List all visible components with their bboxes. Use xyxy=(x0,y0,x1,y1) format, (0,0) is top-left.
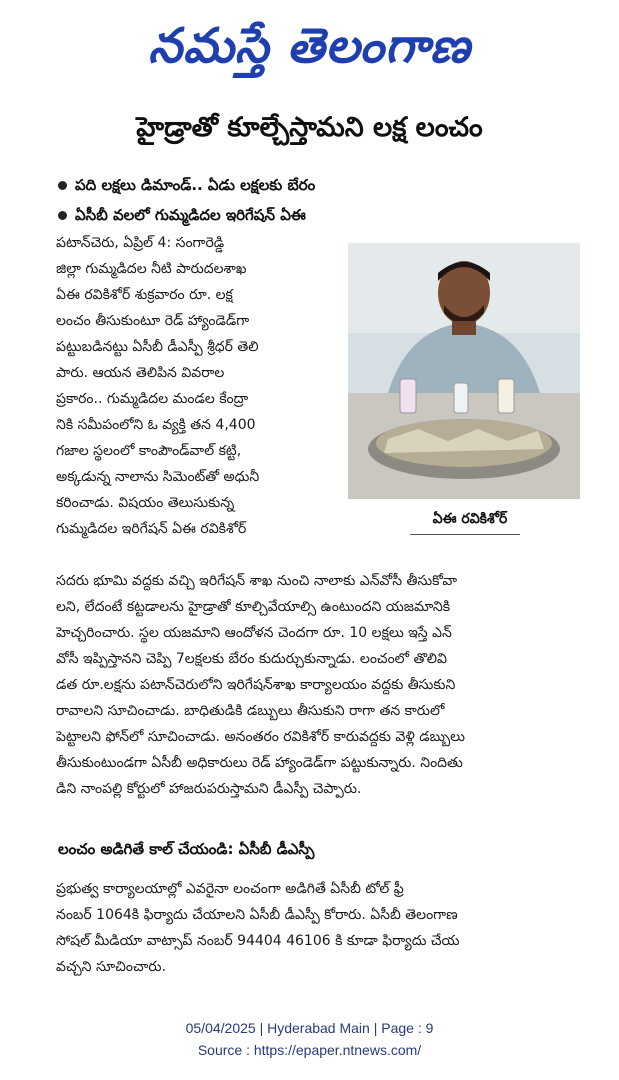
text-line: తీసుకుంటుండగా ఏసీబీ అధికారులు రెడ్ హ్యాండెడ్‌గా పట్టుకున్నారు. నిందితు xyxy=(56,755,463,771)
photo-caption: ఏఈ రవికిశోర్ xyxy=(432,511,508,527)
bullet-icon xyxy=(58,211,67,220)
text-line: వోసీ ఇప్పిస్తానని చెప్పి 7లక్షలకు బేరం కుదుర్చుకున్నాడు. లంచంలో తొలివి xyxy=(56,651,447,667)
bullet-icon xyxy=(58,181,67,190)
bullet-item xyxy=(58,170,598,200)
text-line: లంచం తీసుకుంటూ రెడ్ హ్యాండెడ్‌గా xyxy=(56,313,250,329)
intro-column xyxy=(56,230,338,542)
photo-illustration xyxy=(348,243,580,499)
caption-divider xyxy=(410,534,520,535)
footer-edition: 05/04/2025 | Hyderabad Main | Page : 9 xyxy=(185,1020,434,1036)
bullet-list xyxy=(58,170,598,230)
bullet-text: పది లక్షలు డిమాండ్.. ఏడు లక్షలకు బేరం xyxy=(75,176,316,194)
text-line: వచ్చని సూచించారు. xyxy=(56,959,166,975)
text-line: పట్టుబడినట్టు ఏసీబీ డీఎస్పీ శ్రీధర్ తెలి xyxy=(56,339,259,355)
closing-column xyxy=(56,876,570,980)
text-line: జిల్లా గుమ్మడిదల నీటి పారుదలశాఖ xyxy=(56,261,247,277)
text-line: సోషల్ మీడియా వాట్సాప్ నంబర్ 94404 46106 కి కూడా ఫిర్యాదు చేయ xyxy=(56,933,460,949)
article-headline: హైడ్రాతో కూల్చేస్తామని లక్ష లంచం xyxy=(136,112,483,143)
text-line: పటాన్‌చెరు, ఏప్రిల్ 4: సంగారెడ్డి xyxy=(56,235,225,251)
text-line: సదరు భూమి వద్దకు వచ్చి ఇరిగేషన్ శాఖ నుంచి నాలాకు ఎన్‌వోసీ తీసుకోవా xyxy=(56,573,458,589)
text-line: గజాల స్థలంలో కాంపౌండ్‌వాల్ కట్టి, xyxy=(56,443,242,459)
text-line: డిని నాంపల్లి కోర్టులో హాజరుపరుస్తామని డీఎస్పీ చెప్పారు. xyxy=(56,781,362,797)
text-line: గుమ్మడిదల ఇరిగేషన్ ఏఈ రవికిశోర్ xyxy=(56,521,247,537)
text-line: నికి సమీపంలోని ఓ వ్యక్తి తన 4,400 xyxy=(56,417,256,433)
text-line: ప్రభుత్వ కార్యాలయాల్లో ఎవరైనా లంచంగా అడిగితే ఏసీబీ టోల్ ఫ్రీ xyxy=(56,881,404,897)
text-line: కరించాడు. విషయం తెలుసుకున్న xyxy=(56,495,235,511)
text-line: హెచ్చరించారు. స్థల యజమాని ఆందోళన చెందగా రూ. 10 లక్షలు ఇస్తే ఎన్ xyxy=(56,625,452,641)
text-line: ఏఈ రవికిశోర్ శుక్రవారం రూ. లక్ష xyxy=(56,287,233,303)
text-line: అక్కడున్న నాలాను సిమెంట్‌తో అధునీ xyxy=(56,469,260,485)
bullet-text: ఏసీబీ వలలో గుమ్మడిదల ఇరిగేషన్ ఏఈ xyxy=(75,206,306,224)
article-photo xyxy=(348,243,580,499)
text-line: నంబర్ 1064కి ఫిర్యాదు చేయాలని ఏసీబీ డీఎస్పీ కోరారు. ఏసీబీ తెలంగాణ xyxy=(56,907,458,923)
bullet-item xyxy=(58,200,598,230)
text-line: పెట్టాలని ఫోన్‌లో సూచించాడు. అనంతరం రవికిశోర్ కారువద్దకు వెళ్లి డబ్బులు xyxy=(56,729,465,745)
article-subhead: లంచం అడిగితే కాల్ చేయండి: ఏసీబీ డీఎస్పీ xyxy=(58,840,315,858)
text-line: పారు. ఆయన తెలిపిన వివరాల xyxy=(56,365,225,381)
text-line: డత రూ.లక్షను పటాన్‌చెరులోని ఇరిగేషన్‌శాఖ కార్యాలయం వద్దకు తీసుకుని xyxy=(56,677,456,693)
masthead-title: నమస్తే తెలంగాణ xyxy=(148,18,471,74)
text-line: రావాలని సూచించాడు. బాధితుడికి డబ్బులు తీసుకుని రాగా తన కారులో xyxy=(56,703,445,719)
text-line: ప్రకారం.. గుమ్మడిదల మండల కేంద్రా xyxy=(56,391,249,407)
body-column xyxy=(56,568,570,802)
footer-source[interactable]: Source : https://epaper.ntnews.com/ xyxy=(197,1042,422,1058)
text-line: లని, లేదంటే కట్టడాలను హైడ్రాతో కూల్చివేయాల్సి ఉంటుందని యజమానికి xyxy=(56,599,451,615)
